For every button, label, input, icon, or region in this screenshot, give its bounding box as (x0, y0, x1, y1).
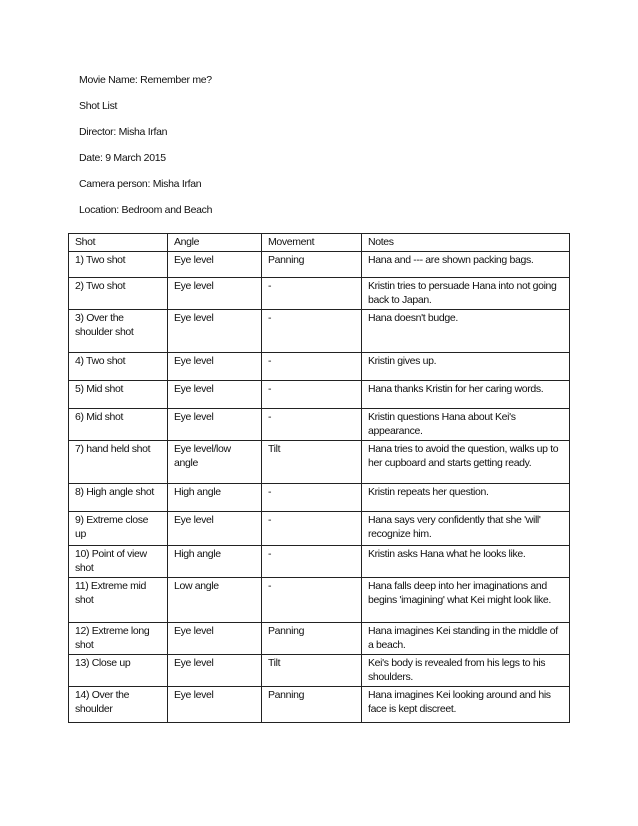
cell-notes: Kristin tries to persuade Hana into not going back to Japan. (362, 277, 570, 309)
cell-shot: 12) Extreme long shot (69, 622, 168, 654)
cell-angle: High angle (168, 483, 262, 511)
cell-angle: Eye level (168, 654, 262, 686)
cell-shot: 14) Over the shoulder (69, 686, 168, 722)
cell-movement: Tilt (262, 440, 362, 483)
cell-shot: 8) High angle shot (69, 483, 168, 511)
cell-notes: Kristin gives up. (362, 352, 570, 380)
cell-angle: Eye level (168, 511, 262, 545)
cell-movement: - (262, 352, 362, 380)
cell-movement: - (262, 577, 362, 622)
column-header-notes: Notes (362, 234, 570, 252)
cell-notes: Kristin questions Hana about Kei's appearance. (362, 408, 570, 440)
table-header-row (69, 234, 570, 252)
movie-name: Movie Name: Remember me? (79, 74, 212, 86)
cell-shot: 3) Over the shoulder shot (69, 309, 168, 352)
table-row (69, 380, 570, 408)
date: Date: 9 March 2015 (79, 152, 166, 164)
cell-angle: Eye level (168, 380, 262, 408)
table-row (69, 440, 570, 483)
cell-shot: 5) Mid shot (69, 380, 168, 408)
cell-notes: Hana and --- are shown packing bags. (362, 251, 570, 277)
cell-shot: 6) Mid shot (69, 408, 168, 440)
cell-notes: Kristin asks Hana what he looks like. (362, 545, 570, 577)
cell-notes: Hana imagines Kei standing in the middle of a beach. (362, 622, 570, 654)
table-row (69, 483, 570, 511)
cell-movement: - (262, 545, 362, 577)
cell-movement: - (262, 483, 362, 511)
cell-shot: 2) Two shot (69, 277, 168, 309)
document-header (79, 72, 212, 228)
cell-shot: 1) Two shot (69, 251, 168, 277)
cell-angle: Eye level (168, 408, 262, 440)
cell-movement: - (262, 511, 362, 545)
column-header-angle: Angle (168, 234, 262, 252)
cell-movement: Tilt (262, 654, 362, 686)
cell-shot: 9) Extreme close up (69, 511, 168, 545)
cell-angle: Eye level (168, 309, 262, 352)
cell-shot: 7) hand held shot (69, 440, 168, 483)
location: Location: Bedroom and Beach (79, 204, 213, 216)
cell-notes: Hana doesn't budge. (362, 309, 570, 352)
cell-angle: Eye level/low angle (168, 440, 262, 483)
cell-angle: Eye level (168, 251, 262, 277)
table-row (69, 577, 570, 622)
cell-angle: Low angle (168, 577, 262, 622)
camera-person: Camera person: Misha Irfan (79, 178, 202, 190)
table-row (69, 545, 570, 577)
cell-angle: High angle (168, 545, 262, 577)
column-header-shot: Shot (69, 234, 168, 252)
cell-movement: Panning (262, 251, 362, 277)
cell-shot: 13) Close up (69, 654, 168, 686)
cell-notes: Kristin repeats her question. (362, 483, 570, 511)
cell-notes: Hana imagines Kei looking around and his face is kept discreet. (362, 686, 570, 722)
cell-movement: Panning (262, 622, 362, 654)
cell-movement: - (262, 380, 362, 408)
cell-angle: Eye level (168, 622, 262, 654)
cell-shot: 10) Point of view shot (69, 545, 168, 577)
cell-shot: 11) Extreme mid shot (69, 577, 168, 622)
column-header-movement: Movement (262, 234, 362, 252)
cell-angle: Eye level (168, 277, 262, 309)
table-row (69, 654, 570, 686)
cell-notes: Kei's body is revealed from his legs to his shoulders. (362, 654, 570, 686)
cell-movement: - (262, 309, 362, 352)
cell-movement: Panning (262, 686, 362, 722)
director: Director: Misha Irfan (79, 126, 168, 138)
cell-notes: Hana tries to avoid the question, walks up to her cupboard and starts getting ready. (362, 440, 570, 483)
cell-movement: - (262, 277, 362, 309)
table-row (69, 309, 570, 352)
cell-notes: Hana says very confidently that she 'will' recognize him. (362, 511, 570, 545)
cell-shot: 4) Two shot (69, 352, 168, 380)
table-row (69, 511, 570, 545)
cell-angle: Eye level (168, 352, 262, 380)
table-row (69, 408, 570, 440)
table-row (69, 251, 570, 277)
cell-notes: Hana falls deep into her imaginations and begins 'imagining' what Kei might look like. (362, 577, 570, 622)
table-row (69, 277, 570, 309)
cell-notes: Hana thanks Kristin for her caring words. (362, 380, 570, 408)
shot-list-title: Shot List (79, 100, 118, 112)
cell-angle: Eye level (168, 686, 262, 722)
table-row (69, 622, 570, 654)
shot-list-table (68, 233, 570, 723)
table-row (69, 686, 570, 722)
table-row (69, 352, 570, 380)
cell-movement: - (262, 408, 362, 440)
